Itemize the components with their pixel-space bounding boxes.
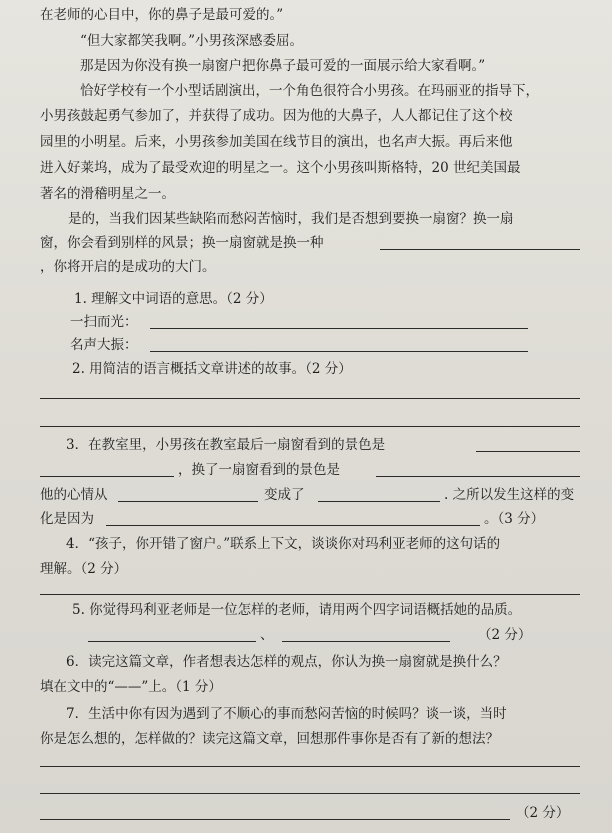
question-text: 他的心情从 xyxy=(40,487,108,503)
question-text: 4．“孩子，你开错了窗户。”联系上下文，谈谈你对玛利亚老师的这句话的 xyxy=(66,536,501,552)
passage-line: 是的，当我们因某些缺陷而愁闷苦恼时，我们是否想到要换一扇窗？换一扇 xyxy=(68,211,514,227)
answer-line[interactable] xyxy=(282,641,450,642)
question-text: 理解。（2 分） xyxy=(40,561,128,577)
answer-line[interactable] xyxy=(118,501,258,502)
question-text: . 之所以发生这样的变 xyxy=(444,487,575,503)
question-text: 7．生活中你有因为遇到了不顺心的事而愁闷苦恼的时候吗？谈一谈，当时 xyxy=(66,706,507,722)
question-text: 5. 你觉得玛利亚老师是一位怎样的老师，请用两个四字词语概括她的品质。 xyxy=(72,602,522,618)
question-text: 变成了 xyxy=(264,487,305,503)
answer-line[interactable] xyxy=(40,819,510,820)
passage-line: ，你将开启的是成功的大门。 xyxy=(40,259,216,275)
score-label: （2 分） xyxy=(516,805,570,821)
passage-line: 园里的小明星。后来，小男孩参加美国在线节目的演出，也名声大振。再后来他 xyxy=(40,134,513,150)
question-text: 3．在教室里，小男孩在教室最后一扇窗看到的景色是 xyxy=(66,437,386,453)
question-text: 6．读完这篇文章，作者想表达怎样的观点，你认为换一扇窗就是换什么？ xyxy=(66,654,507,670)
score-label: 。（3 分） xyxy=(484,511,545,527)
answer-line[interactable] xyxy=(476,451,580,452)
passage-line: 恰好学校有一个小型话剧演出，一个角色很符合小男孩。在玛丽亚的指导下， xyxy=(80,83,539,99)
term-label: 名声大振： xyxy=(70,337,138,353)
passage-line: 在老师的心目中，你的鼻子是最可爱的。” xyxy=(40,7,284,23)
score-label: （2 分） xyxy=(478,627,532,643)
answer-line[interactable] xyxy=(40,766,580,767)
answer-line[interactable] xyxy=(40,793,580,794)
passage-line: 窗，你会看到别样的风景；换一扇窗就是换一种 xyxy=(40,235,324,251)
answer-line[interactable] xyxy=(376,476,580,477)
answer-line[interactable] xyxy=(40,398,580,399)
question-text: 1. 理解文中词语的意思。（2 分） xyxy=(74,291,273,307)
passage-line: 进入好莱坞，成为了最受欢迎的明星之一。这个小男孩叫斯格特，20 世纪美国最 xyxy=(40,160,521,176)
fill-blank-line[interactable] xyxy=(380,249,580,250)
answer-line[interactable] xyxy=(40,476,174,477)
passage-line: 著名的滑稽明星之一。 xyxy=(40,186,175,202)
answer-line[interactable] xyxy=(40,426,580,427)
separator: 、 xyxy=(260,627,274,643)
answer-line[interactable] xyxy=(150,351,528,352)
answer-line[interactable] xyxy=(106,525,480,526)
question-text: 填在文中的“——”上。（1 分） xyxy=(40,679,222,695)
term-label: 一扫而光： xyxy=(70,314,138,330)
passage-line: 那是因为你没有换一扇窗户把你鼻子最可爱的一面展示给大家看啊。” xyxy=(80,58,486,74)
passage-line: 小男孩鼓起勇气参加了，并获得了成功。因为他的大鼻子，人人都记住了这个校 xyxy=(40,108,513,124)
answer-line[interactable] xyxy=(150,328,528,329)
answer-line[interactable] xyxy=(318,501,440,502)
question-text: ，换了一扇窗看到的景色是 xyxy=(178,462,340,478)
question-text: 化是因为 xyxy=(40,511,94,527)
question-text: 你是怎么想的，怎样做的？读完这篇文章，回想那件事你是否有了新的想法？ xyxy=(40,731,499,747)
question-text: 2. 用简洁的语言概括文章讲述的故事。（2 分） xyxy=(72,361,352,377)
passage-line: “但大家都笑我啊。”小男孩深感委屈。 xyxy=(80,33,304,49)
answer-line[interactable] xyxy=(88,641,256,642)
answer-line[interactable] xyxy=(40,594,580,595)
